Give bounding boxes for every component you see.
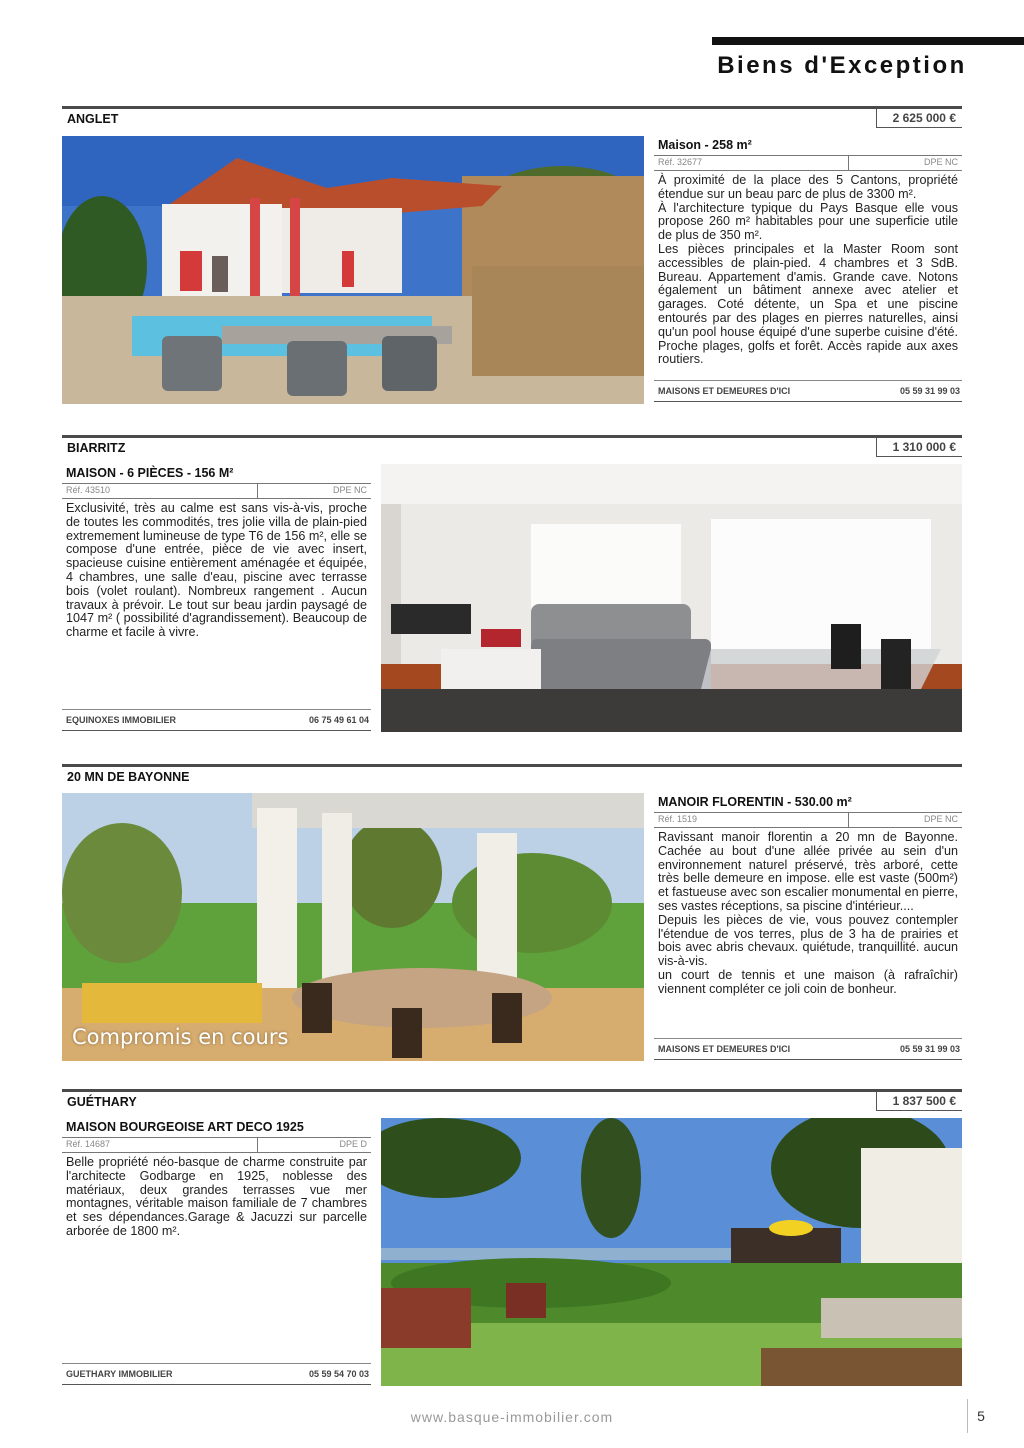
property-title: MAISON - 6 PIÈCES - 156 M² — [62, 464, 371, 484]
agency-name[interactable]: EQUINOXES IMMOBILIER — [66, 715, 177, 725]
agency-phone[interactable]: 06 75 49 61 04 — [308, 715, 369, 725]
energy-rating: DPE NC — [923, 814, 958, 824]
property-photo[interactable] — [62, 793, 644, 1061]
divider — [257, 484, 258, 498]
agency-bar — [654, 380, 962, 402]
listing-guethary — [62, 1089, 962, 1389]
listing-city: BIARRITZ — [67, 441, 126, 455]
listing-header — [62, 106, 962, 128]
description-paragraph: Depuis les pièces de vie, vous pouvez contempler l'étendue de vos terres, plus de 3 ha de prairies et bois avec abris chevaux. quiétude, tranquillité. aucun vis-à-vis. — [658, 912, 958, 969]
listing-info — [62, 1118, 371, 1239]
divider — [848, 813, 849, 827]
header-bar — [712, 37, 1024, 45]
description-paragraph: Les pièces principales et la Master Room sont accessibles de plain-pied. 4 chambres et 3 SdB. Bureau. Appartement d'amis. Grande cave. Notons également un bâtiment annexe avec atelier et garages. Coté détente, un Spa et une piscine entourés par des plages en pierres naturelles, ainsi qu'un pool house équipé d'une superbe cuisine d'été. Proche plages, golfs et forêt. Accès rapide aux axes routiers. — [658, 241, 958, 367]
agency-name[interactable]: MAISONS ET DEMEURES D'ICI — [658, 1044, 791, 1054]
property-photo[interactable] — [381, 1118, 962, 1386]
agency-bar — [62, 1363, 371, 1385]
property-title: MAISON BOURGEOISE ART DECO 1925 — [62, 1118, 371, 1138]
listing-price: 2 625 000 € — [876, 109, 962, 128]
property-photo[interactable] — [381, 464, 962, 732]
description-paragraph: Ravissant manoir florentin a 20 mn de Bayonne. Cachée au bout d'une allée privée au sein d'un environnement naturel préservé, très arboré, cette très belle demeure en impose. elle est vaste (500m²) et fastueuse avec son escalier monumental en pierre, ses vastes réceptions, sa piscine d'intérieur.... — [658, 830, 958, 913]
energy-rating: DPE D — [339, 1139, 367, 1149]
divider — [257, 1138, 258, 1152]
listing-biarritz — [62, 435, 962, 735]
description-paragraph: un court de tennis et une maison (à rafraîchir) viennent compléter ce joli coin de bonheur. — [658, 967, 958, 996]
agency-phone[interactable]: 05 59 31 99 03 — [899, 1044, 960, 1054]
listing-price: 1 310 000 € — [876, 438, 962, 457]
listing-info — [654, 793, 962, 997]
listing-header — [62, 435, 962, 457]
page-number: 5 — [967, 1399, 994, 1433]
reference: Réf. 1519 — [658, 814, 698, 824]
page-title: Biens d'Exception — [717, 52, 967, 79]
listing-anglet — [62, 106, 962, 406]
agency-phone[interactable]: 05 59 31 99 03 — [899, 386, 960, 396]
listing-city: ANGLET — [67, 112, 119, 126]
property-description — [62, 499, 371, 640]
listing-city: GUÉTHARY — [67, 1095, 137, 1109]
property-description — [654, 171, 962, 367]
listing-city: 20 MN DE BAYONNE — [67, 770, 190, 784]
agency-bar — [62, 709, 371, 731]
listing-header — [62, 1089, 962, 1111]
description-paragraph: À l'architecture typique du Pays Basque elle vous propose 260 m² habitables pour une superficie utile de plus de 350 m². — [658, 200, 958, 243]
reference: Réf. 32677 — [658, 157, 703, 167]
agency-name[interactable]: MAISONS ET DEMEURES D'ICI — [658, 386, 791, 396]
property-description — [62, 1153, 371, 1239]
description-paragraph: Belle propriété néo-basque de charme construite par l'architecte Godbarge en 1925, noblesse des matériaux, deux grandes terrasses vue mer montagnes, véritable maison familiale de 7 chambres et ses dépendances.Garage & Jacuzzi sur parcelle arborée de 1800 m². — [66, 1155, 367, 1238]
reference: Réf. 14687 — [66, 1139, 111, 1149]
listing-info — [654, 136, 962, 367]
status-overlay: Compromis en cours — [72, 1025, 289, 1049]
energy-rating: DPE NC — [332, 485, 367, 495]
divider — [848, 156, 849, 170]
property-photo[interactable] — [62, 136, 644, 404]
footer-website[interactable]: www.basque-immobilier.com — [410, 1409, 614, 1425]
reference-row — [654, 156, 962, 171]
property-description — [654, 828, 962, 997]
description-paragraph: À proximité de la place des 5 Cantons, propriété étendue sur un beau parc de plus de 3300 m². — [658, 173, 958, 201]
reference-row — [654, 813, 962, 828]
agency-bar — [654, 1038, 962, 1060]
listing-info — [62, 464, 371, 640]
property-title: MANOIR FLORENTIN - 530.00 m² — [654, 793, 962, 813]
energy-rating: DPE NC — [923, 157, 958, 167]
description-paragraph: Exclusivité, très au calme est sans vis-à-vis, proche de toutes les commodités, tres jolie villa de plain-pied extremement lumineuse de type T6 de 156 m², elle se compose d'une entrée, pièce de vie avec insert, spacieuse cuisine entièrement aménagée et équipée, 4 chambres, une salle d'eau, piscine avec terrasse bois (volet roulant). Nombreux rangement . Aucun travaux à prévoir. Le tout sur beau jardin paysagé de 1047 m² ( possibilité d'agrandissement). Beaucoup de charme et facile à vivre. — [66, 501, 367, 640]
agency-name[interactable]: GUETHARY IMMOBILIER — [66, 1369, 173, 1379]
listing-header — [62, 764, 962, 786]
agency-phone[interactable]: 05 59 54 70 03 — [308, 1369, 369, 1379]
reference-row — [62, 484, 371, 499]
reference: Réf. 43510 — [66, 485, 111, 495]
listing-bayonne — [62, 764, 962, 1064]
reference-row — [62, 1138, 371, 1153]
listing-price: 1 837 500 € — [876, 1092, 962, 1111]
property-title: Maison - 258 m² — [654, 136, 962, 156]
